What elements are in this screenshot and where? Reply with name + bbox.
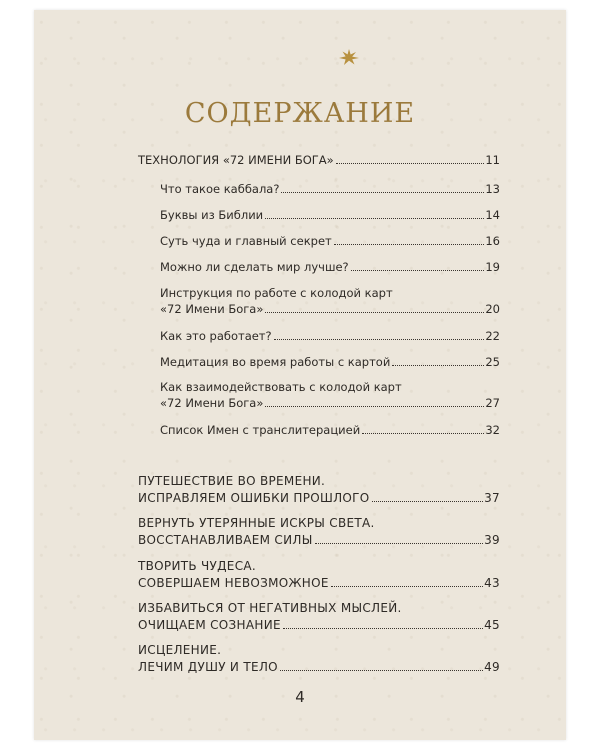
- toc-page-number: 11: [485, 153, 500, 167]
- toc-entry-title: Суть чуда и главный секрет: [160, 234, 332, 248]
- star-burst-icon: [338, 48, 360, 66]
- dot-leader: [334, 244, 485, 245]
- toc-section: [138, 576, 500, 591]
- dot-leader: [265, 406, 484, 407]
- toc-entry-title: «72 Имени Бога»: [160, 396, 264, 410]
- toc-subentry: [160, 329, 500, 344]
- toc-entry-title: Медитация во время работы с картой: [160, 355, 391, 369]
- toc-page-number: 49: [484, 660, 500, 674]
- toc-entry-title-line1: Как взаимодействовать с колодой карт: [160, 380, 402, 394]
- toc-subentry: [160, 302, 500, 317]
- dot-leader: [336, 163, 485, 164]
- toc-subentry: [160, 260, 500, 275]
- toc-entry-title: Буквы из Библии: [160, 208, 264, 222]
- toc-section-title: ОЧИЩАЕМ СОЗНАНИЕ: [138, 618, 281, 632]
- dot-leader: [351, 270, 485, 271]
- toc-section-title: ВОССТАНАВЛИВАЕМ СИЛЫ: [138, 533, 313, 547]
- dot-leader: [265, 218, 484, 219]
- dot-leader: [392, 365, 484, 366]
- toc-section: [138, 660, 500, 675]
- toc-subentry: [160, 234, 500, 249]
- toc-page-number: 19: [485, 260, 500, 274]
- toc-page-number: 16: [485, 234, 500, 248]
- toc-subentry: [160, 208, 500, 223]
- toc-section-title-line1: ИСЦЕЛЕНИЕ.: [138, 643, 222, 657]
- book-page: [34, 10, 566, 740]
- toc-section-title: ЛЕЧИМ ДУШУ И ТЕЛО: [138, 660, 278, 674]
- toc-entry-title: Список Имен с транслитерацией: [160, 423, 361, 437]
- dot-leader: [274, 339, 485, 340]
- page-title: СОДЕРЖАНИЕ: [184, 98, 416, 129]
- toc-section-title: СОВЕРШАЕМ НЕВОЗМОЖНОЕ: [138, 576, 329, 590]
- toc-page-number: 37: [484, 491, 500, 505]
- toc-section: [138, 533, 500, 548]
- toc-page-number: 32: [485, 423, 500, 437]
- dot-leader: [372, 501, 484, 502]
- dot-leader: [283, 628, 483, 629]
- dot-leader: [315, 543, 484, 544]
- toc-section: [138, 491, 500, 506]
- toc-entry: [138, 153, 500, 168]
- toc-page-number: 13: [485, 182, 500, 196]
- toc-page-number: 14: [485, 208, 500, 222]
- page-number: 4: [295, 688, 305, 706]
- dot-leader: [331, 586, 483, 587]
- toc-section-title-line1: ТВОРИТЬ ЧУДЕСА.: [138, 559, 256, 573]
- toc-page-number: 22: [485, 329, 500, 343]
- toc-subentry: [160, 396, 500, 411]
- toc-subentry: [160, 182, 500, 197]
- toc-entry-title: ТЕХНОЛОГИЯ «72 ИМЕНИ БОГА»: [138, 153, 334, 167]
- toc-page-number: 39: [484, 533, 500, 547]
- dot-leader: [281, 192, 484, 193]
- toc-page-number: 20: [485, 302, 500, 316]
- toc-page-number: 25: [485, 355, 500, 369]
- toc-section-title-line1: ВЕРНУТЬ УТЕРЯННЫЕ ИСКРЫ СВЕТА.: [138, 516, 375, 530]
- toc-entry-title-line1: Инструкция по работе с колодой карт: [160, 286, 393, 300]
- toc-section-title-line1: ИЗБАВИТЬСЯ ОТ НЕГАТИВНЫХ МЫСЛЕЙ.: [138, 601, 402, 615]
- toc-subentry: [160, 355, 500, 370]
- toc-entry-title: Как это работает?: [160, 329, 272, 343]
- toc-section-title-line1: ПУТЕШЕСТВИЕ ВО ВРЕМЕНИ.: [138, 474, 326, 488]
- toc-entry-title: Можно ли сделать мир лучше?: [160, 260, 349, 274]
- toc-section: [138, 618, 500, 633]
- toc-section-title: ИСПРАВЛЯЕМ ОШИБКИ ПРОШЛОГО: [138, 491, 370, 505]
- toc-page-number: 43: [484, 576, 500, 590]
- toc-page-number: 45: [484, 618, 500, 632]
- toc-subentry: [160, 423, 500, 438]
- toc-entry-title: «72 Имени Бога»: [160, 302, 264, 316]
- toc-entry-title: Что такое каббала?: [160, 182, 280, 196]
- dot-leader: [265, 312, 484, 313]
- dot-leader: [362, 433, 484, 434]
- dot-leader: [280, 670, 483, 671]
- toc-page-number: 27: [485, 396, 500, 410]
